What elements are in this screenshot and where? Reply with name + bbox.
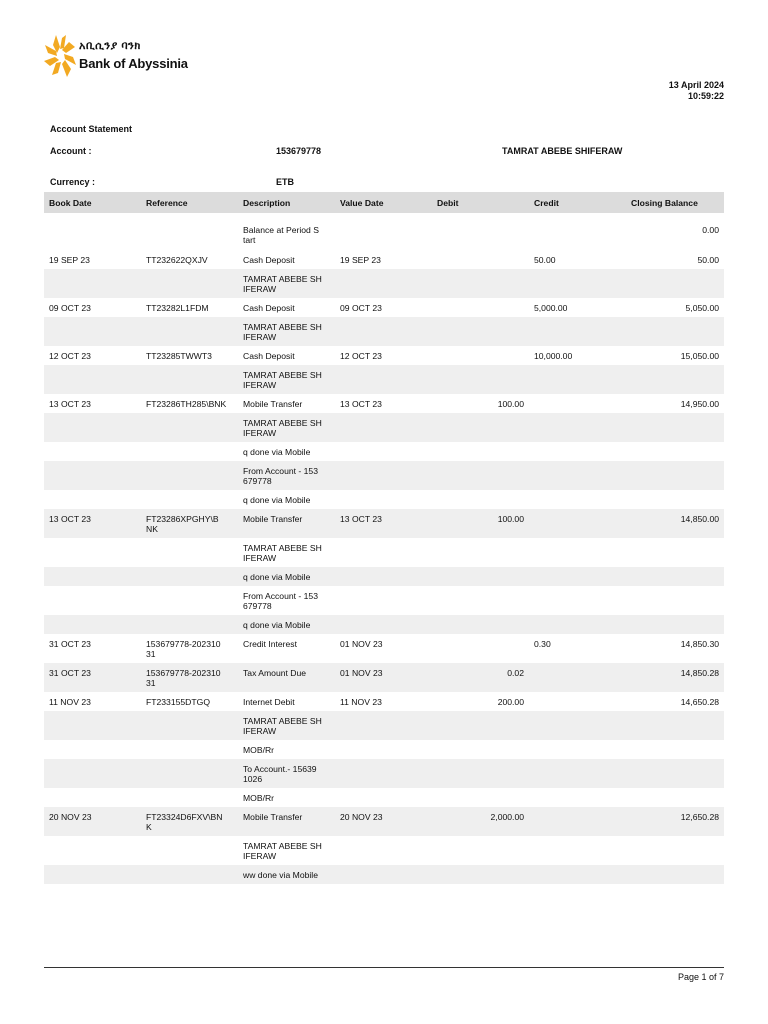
cell-debit: 0.02 [432,663,529,692]
cell-credit [529,461,626,490]
cell-book-date: 31 OCT 23 [49,639,91,649]
table-row [44,538,724,567]
cell-reference [141,865,238,884]
cell-reference [141,586,238,615]
cell-book-date [44,461,141,490]
cell-credit [529,711,626,740]
cell-balance [626,836,724,865]
cell-reference: FT23286TH285\BNK [146,399,227,409]
cell-debit [432,865,529,884]
cell-value-date [335,740,432,759]
cell-value-date [335,836,432,865]
cell-debit: 2,000.00 [432,807,529,836]
cell-balance [626,586,724,615]
cell-debit [432,538,529,567]
cell-reference [141,836,238,865]
cell-value-date [335,567,432,586]
cell-value-date [335,269,432,298]
table-row [44,365,724,394]
statement-title: Account Statement [50,124,133,134]
cell-description: From Account - 153 679778 [238,461,335,490]
table-row [44,442,724,461]
cell-description: Balance at Period S tart [243,225,319,245]
cell-reference [141,567,238,586]
cell-balance: 14,850.30 [680,639,719,649]
cell-book-date [44,490,141,509]
cell-credit: 0.30 [534,639,551,649]
cell-book-date [44,365,141,394]
cell-reference: TT23282L1FDM [146,303,209,313]
cell-description: TAMRAT ABEBE SH IFERAW [238,413,335,442]
page-number: Page 1 of 7 [677,972,724,982]
cell-debit [432,250,529,269]
cell-book-date [44,413,141,442]
cell-debit [432,298,529,317]
cell-description: Mobile Transfer [238,807,335,836]
table-row [44,865,724,884]
cell-reference: 153679778-202310 31 [146,639,221,659]
cell-book-date: 20 NOV 23 [44,807,141,836]
cell-balance: 15,050.00 [680,351,719,361]
cell-value-date [335,461,432,490]
cell-value-date [335,711,432,740]
cell-description: Mobile Transfer [243,399,303,409]
cell-value-date [335,615,432,634]
cell-balance: 14,650.28 [680,697,719,707]
cell-reference: TT232622QXJV [146,255,208,265]
cell-debit [432,346,529,365]
cell-credit [529,663,626,692]
cell-balance [626,413,724,442]
cell-credit [529,615,626,634]
column-header-closing-balance: Closing Balance [626,192,724,213]
cell-debit [432,490,529,509]
cell-book-date: 31 OCT 23 [44,663,141,692]
cell-debit [432,586,529,615]
cell-debit [432,317,529,346]
cell-balance [626,740,724,759]
cell-book-date [44,711,141,740]
cell-balance [626,317,724,346]
cell-debit: 200.00 [497,697,524,707]
cell-description: TAMRAT ABEBE SH IFERAW [238,269,335,298]
cell-balance [626,442,724,461]
cell-credit [529,740,626,759]
cell-description: TAMRAT ABEBE SH IFERAW [238,365,335,394]
cell-book-date: 09 OCT 23 [49,303,91,313]
cell-credit [529,509,626,538]
table-row [44,394,724,413]
cell-credit [529,567,626,586]
table-row [44,250,724,269]
bank-name-amharic: አቢሲንያ ባንክ [79,40,141,52]
cell-credit: 5,000.00 [534,303,568,313]
cell-balance: 0.00 [702,225,719,235]
cell-value-date: 20 NOV 23 [335,807,432,836]
cell-description: TAMRAT ABEBE SH IFERAW [243,543,322,563]
footer-divider [44,967,724,968]
cell-description: TAMRAT ABEBE SH IFERAW [238,317,335,346]
table-row [44,509,724,538]
table-row [44,298,724,317]
statement-time: 10:59:22 [687,91,724,101]
cell-reference [141,442,238,461]
cell-book-date [44,740,141,759]
cell-debit [432,788,529,807]
cell-debit [432,836,529,865]
column-header-reference: Reference [141,192,238,213]
table-row [44,567,724,586]
cell-book-date [44,788,141,807]
bank-logo [42,33,188,83]
cell-description: TAMRAT ABEBE SH IFERAW [243,841,322,861]
cell-book-date [44,538,141,567]
table-row [44,490,724,509]
cell-description: q done via Mobile [243,447,311,457]
cell-reference: FT23286XPGHY\B NK [141,509,238,538]
cell-balance [626,615,724,634]
cell-book-date: 13 OCT 23 [44,509,141,538]
cell-value-date: 01 NOV 23 [335,663,432,692]
cell-description: ww done via Mobile [238,865,335,884]
cell-balance: 5,050.00 [685,303,719,313]
cell-book-date: 13 OCT 23 [49,399,91,409]
cell-debit [432,711,529,740]
cell-reference [141,788,238,807]
cell-value-date [335,538,432,567]
cell-credit [529,788,626,807]
account-label: Account : [50,146,92,156]
cell-debit [432,413,529,442]
cell-balance [626,490,724,509]
cell-book-date [44,759,141,788]
cell-book-date [44,442,141,461]
cell-book-date: 12 OCT 23 [49,351,91,361]
statement-date: 13 April 2024 [668,80,724,90]
cell-balance [626,461,724,490]
cell-reference [141,538,238,567]
cell-reference [141,413,238,442]
cell-book-date [44,615,141,634]
cell-reference [141,213,238,250]
cell-reference: 153679778-202310 31 [141,663,238,692]
currency-value: ETB [276,177,294,187]
cell-balance: 14,950.00 [680,399,719,409]
cell-value-date: 09 OCT 23 [340,303,382,313]
statement-datetime [669,80,724,102]
cell-credit [529,807,626,836]
cell-reference [141,759,238,788]
cell-reference [141,269,238,298]
cell-credit [529,365,626,394]
account-number: 153679778 [276,146,322,156]
cell-description: q done via Mobile [238,615,335,634]
cell-reference [141,711,238,740]
table-row [44,213,724,250]
cell-balance: 14,850.00 [626,509,724,538]
cell-book-date [44,269,141,298]
transactions-table [44,192,724,884]
cell-value-date: 19 SEP 23 [340,255,381,265]
cell-debit [432,615,529,634]
cell-value-date [335,759,432,788]
cell-debit [432,269,529,298]
cell-value-date [335,413,432,442]
cell-credit [529,442,626,461]
table-row [44,317,724,346]
cell-description: TAMRAT ABEBE SH IFERAW [238,711,335,740]
table-row [44,759,724,788]
table-row [44,269,724,298]
cell-balance [626,759,724,788]
cell-value-date [335,213,432,250]
cell-book-date [44,567,141,586]
column-header-value-date: Value Date [335,192,432,213]
cell-balance [626,711,724,740]
column-header-credit: Credit [529,192,626,213]
cell-credit [529,538,626,567]
cell-credit [529,692,626,711]
table-row [44,461,724,490]
cell-debit: 100.00 [432,509,529,538]
cell-reference: FT233155DTGQ [146,697,210,707]
cell-description: Cash Deposit [243,255,295,265]
cell-credit [529,413,626,442]
cell-value-date [335,365,432,394]
cell-value-date [335,586,432,615]
cell-value-date [335,865,432,884]
cell-balance [626,269,724,298]
cell-credit [529,269,626,298]
table-row [44,346,724,365]
cell-reference [141,461,238,490]
cell-credit [529,759,626,788]
column-header-book-date: Book Date [44,192,141,213]
cell-credit [529,213,626,250]
table-row [44,692,724,711]
cell-book-date [44,213,141,250]
table-row [44,807,724,836]
cell-book-date: 11 NOV 23 [49,697,91,707]
cell-debit [432,567,529,586]
cell-balance [626,865,724,884]
cell-debit [432,759,529,788]
account-holder: TAMRAT ABEBE SHIFERAW [502,146,623,156]
cell-debit [432,461,529,490]
cell-balance [626,538,724,567]
cell-reference [141,740,238,759]
cell-description: MOB/Rr [243,745,275,755]
cell-description: Cash Deposit [243,351,295,361]
cell-value-date [335,442,432,461]
table-row [44,836,724,865]
cell-credit: 10,000.00 [534,351,573,361]
cell-balance: 50.00 [697,255,719,265]
cell-value-date: 13 OCT 23 [340,399,382,409]
cell-reference: TT23285TWWT3 [146,351,212,361]
cell-book-date: 19 SEP 23 [49,255,90,265]
cell-value-date [335,490,432,509]
cell-debit [432,442,529,461]
cell-value-date: 01 NOV 23 [340,639,383,649]
column-header-debit: Debit [432,192,529,213]
cell-debit: 100.00 [497,399,524,409]
cell-reference [141,615,238,634]
cell-description: From Account - 153 679778 [243,591,318,611]
cell-book-date [44,865,141,884]
table-row [44,788,724,807]
cell-credit [529,490,626,509]
currency-label: Currency : [50,177,96,187]
cell-value-date [335,788,432,807]
cell-book-date [44,836,141,865]
cell-balance [626,365,724,394]
cell-description: Credit Interest [243,639,297,649]
cell-book-date [44,317,141,346]
cell-description: Mobile Transfer [238,509,335,538]
cell-description: q done via Mobile [238,567,335,586]
cell-book-date [44,586,141,615]
table-row [44,634,724,663]
cell-debit [432,365,529,394]
cell-description: q done via Mobile [243,495,311,505]
cell-value-date [335,317,432,346]
cell-credit [529,317,626,346]
cell-balance: 12,650.28 [626,807,724,836]
cell-value-date: 11 NOV 23 [340,697,382,707]
cell-value-date: 12 OCT 23 [340,351,382,361]
cell-description: Internet Debit [243,697,295,707]
table-header-row [44,192,724,213]
cell-reference [141,365,238,394]
cell-reference [141,317,238,346]
cell-debit [432,213,529,250]
cell-credit [529,865,626,884]
cell-description: Cash Deposit [243,303,295,313]
cell-reference [141,490,238,509]
cell-credit [529,586,626,615]
table-row [44,740,724,759]
cell-balance: 14,850.28 [626,663,724,692]
cell-credit [529,394,626,413]
column-header-description: Description [238,192,335,213]
cell-description: To Account.- 15639 1026 [238,759,335,788]
cell-debit [432,740,529,759]
cell-description: MOB/Rr [243,793,275,803]
cell-credit [529,836,626,865]
cell-description: Tax Amount Due [238,663,335,692]
cell-debit [432,634,529,663]
table-row [44,586,724,615]
cell-balance [626,567,724,586]
bank-name: Bank of Abyssinia [79,56,188,71]
table-row [44,413,724,442]
table-row [44,615,724,634]
bank-emblem-icon [42,33,78,79]
table-body [44,213,724,884]
table-row [44,663,724,692]
table-row [44,711,724,740]
cell-reference: FT23324D6FXV\BN K [141,807,238,836]
cell-value-date: 13 OCT 23 [335,509,432,538]
cell-balance [626,788,724,807]
cell-credit: 50.00 [534,255,556,265]
